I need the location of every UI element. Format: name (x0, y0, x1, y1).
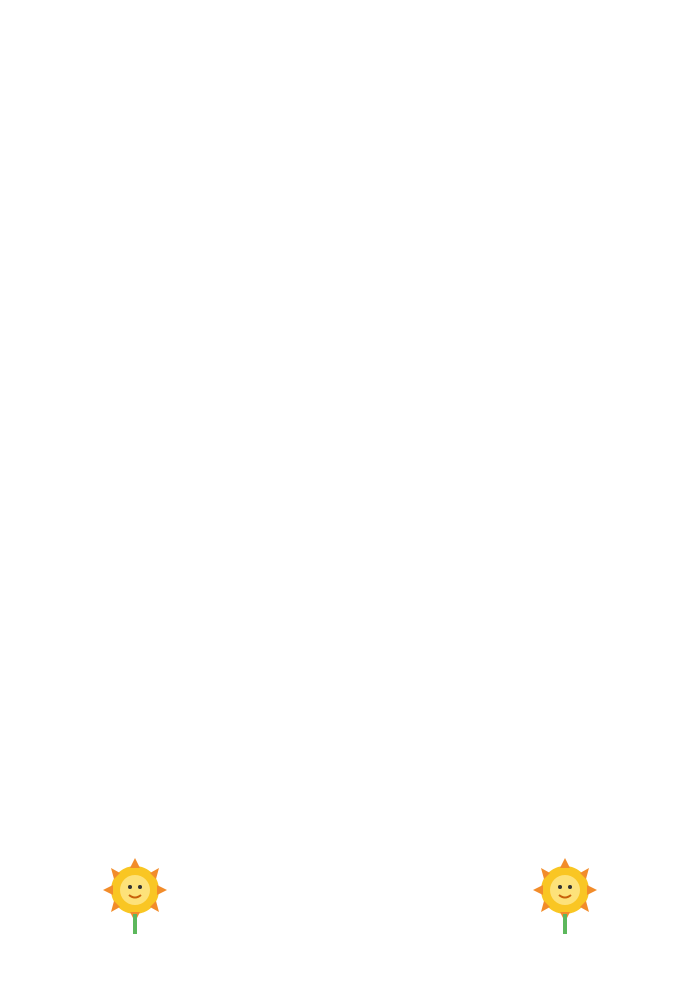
document-body (72, 70, 632, 850)
decorative-border-top (0, 0, 700, 60)
decorative-border-right (640, 60, 700, 936)
sun-character-icon (525, 856, 605, 936)
decorative-border-left (0, 60, 60, 936)
clinic-footer (95, 852, 605, 936)
decorative-border-bottom (0, 936, 700, 996)
sun-character-icon (95, 856, 175, 936)
